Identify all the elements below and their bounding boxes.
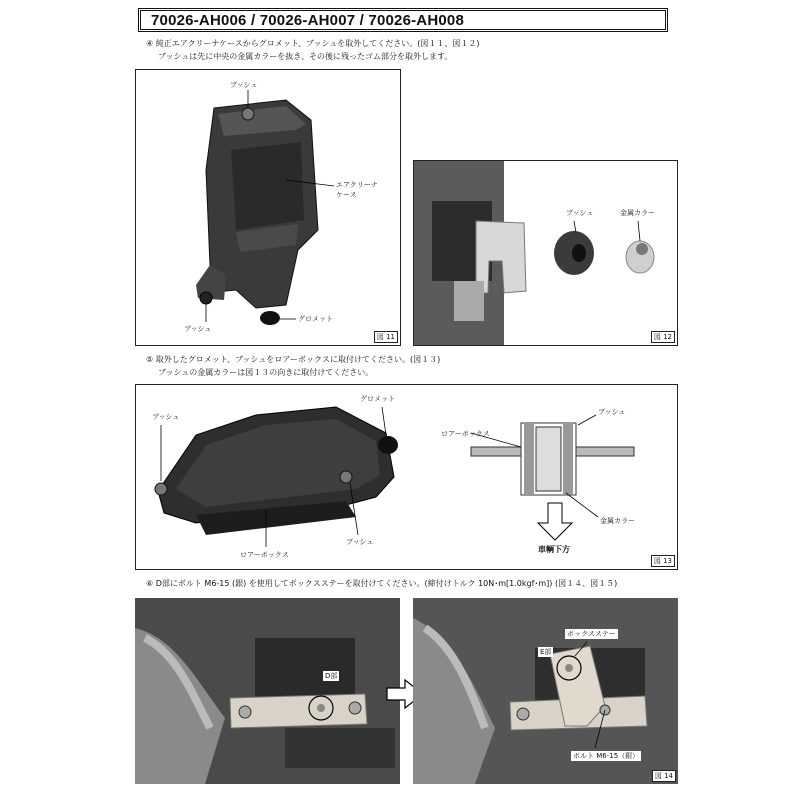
title-box [138,8,668,32]
label-bush-bottom: ブッシュ [184,325,212,333]
label-diag-lowerbox: ロアーボックス [441,430,490,438]
figure-11 [135,69,401,346]
label-part-d: D部 [325,672,338,680]
label-bolt: ボルト M6-15（銀） [573,752,640,760]
step6-line1: ⑥ D部にボルト M6-15 (銀) を使用してボックスステーを取付けてください。(締付けトルク 10N･m[1.0kgf･m]) (図１４、図１５) [146,579,618,588]
page-title: 70026-AH006 / 70026-AH007 / 70026-AH008 [151,12,465,29]
step4-line2: ブッシュは先に中央の金属カラーを抜き、その後に残ったゴム部分を取外します。 [158,52,453,61]
figure-12-label: 図 12 [651,331,675,343]
step5-line2: ブッシュの金属カラーは図１３の向きに取付けてください。 [158,368,374,377]
label-diag-bush: ブッシュ [598,408,626,416]
figure-11-label: 図 11 [374,331,398,343]
label-grommet: グロメット [298,315,333,323]
label-bush: ブッシュ [566,209,594,217]
figure-13-label: 図 13 [651,555,675,567]
figure-14-label: 図 14 [652,770,676,782]
label-fig13-bush-left: ブッシュ [152,413,180,421]
label-diag-down: 車輌下方 [538,545,570,554]
label-aircleaner-2: ケース [336,191,357,199]
label-part-e: E部 [540,648,552,656]
figure-13 [135,384,678,570]
label-fig13-lowerbox: ロアーボックス [240,551,289,559]
step4-line1: ④ 純正エアクリーナケースからグロメット、ブッシュを取外してください。(図１１、図１２) [146,39,480,48]
label-box-stay: ボックスステー [567,630,616,638]
label-aircleaner-1: エアクリーナ [336,181,378,189]
aircleaner-case-drawing [136,70,401,346]
figure-12 [413,160,678,346]
lowerbox-drawing [136,385,678,570]
bush-collar-drawing [414,161,678,346]
label-fig13-grommet: グロメット [360,395,395,403]
label-fig13-bush-bottom: ブッシュ [346,538,374,546]
label-metal-collar: 金属カラー [620,209,655,217]
label-diag-collar: 金属カラー [600,517,635,525]
label-bush-top: ブッシュ [230,81,258,89]
figure-14 [135,598,678,784]
step5-line1: ⑤ 取外したグロメット、ブッシュをロアーボックスに取付けてください。(図１３) [146,355,441,364]
